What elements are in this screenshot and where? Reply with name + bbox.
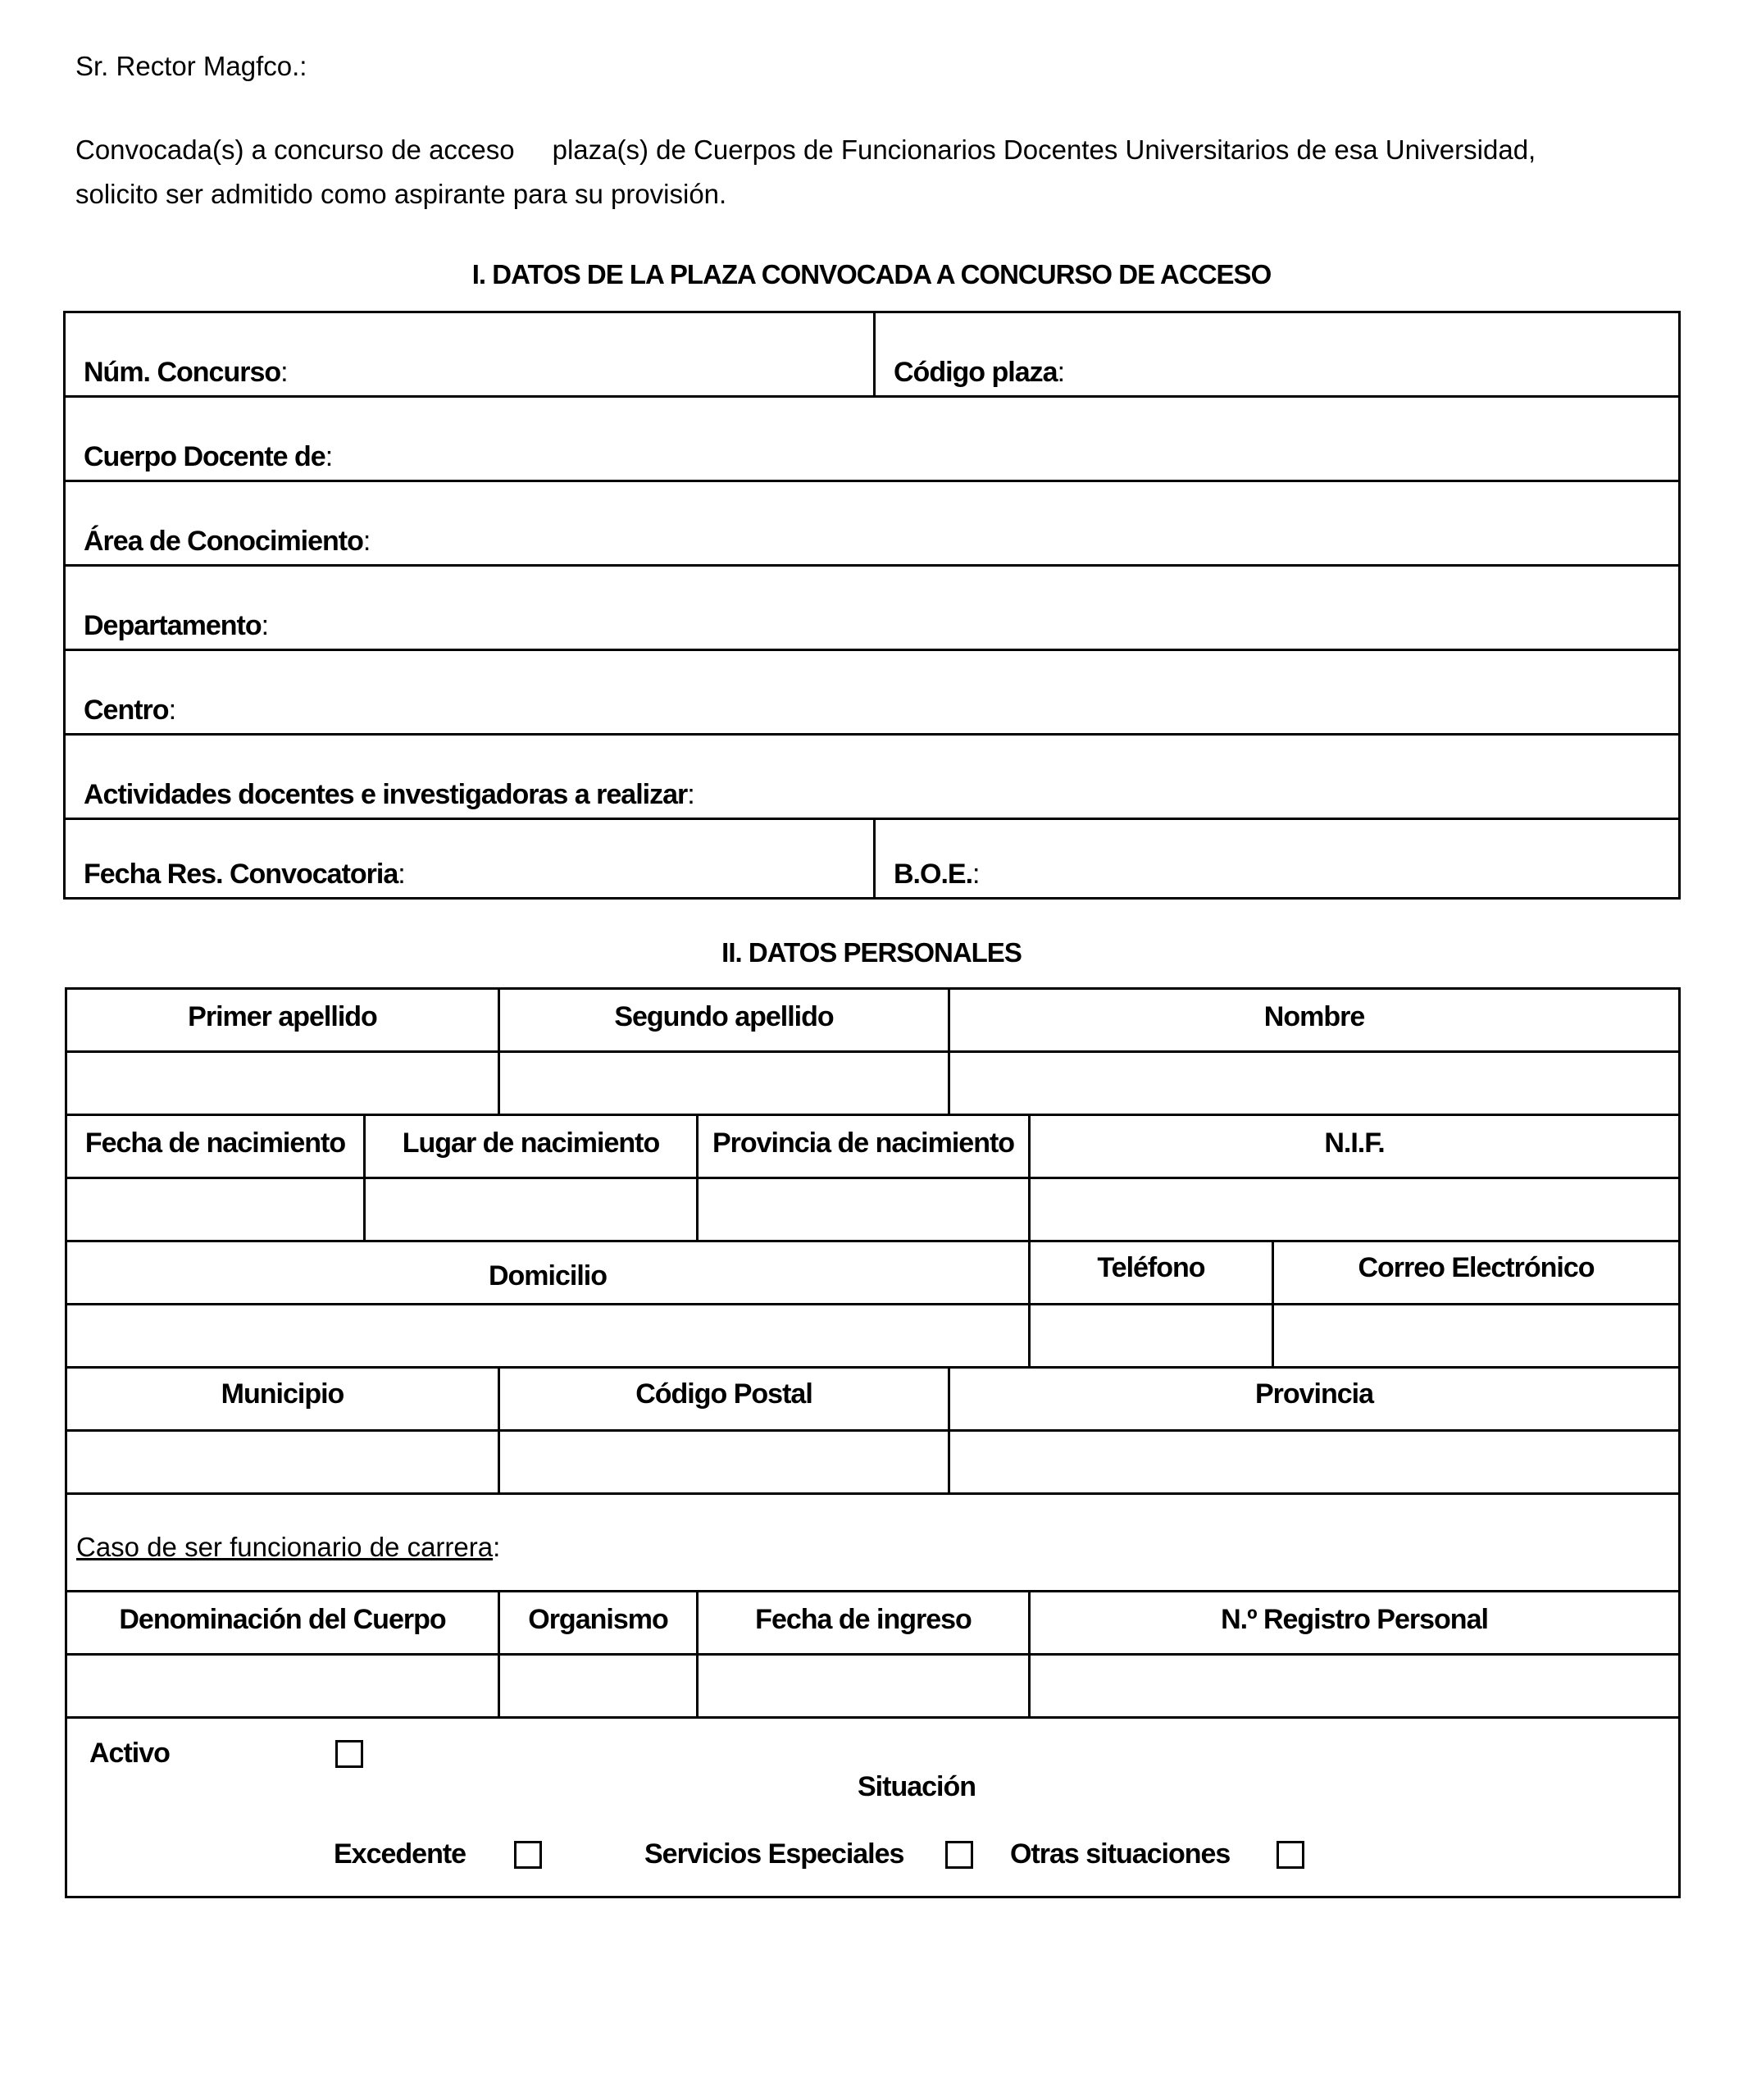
field-area[interactable]: Área de Conocimiento: xyxy=(66,482,1678,567)
row-fecha xyxy=(66,820,1678,897)
header-nombre: Nombre xyxy=(1263,1001,1365,1032)
section2-title: II. DATOS PERSONALES xyxy=(721,937,1022,968)
field-cuerpo-docente[interactable]: Cuerpo Docente de: xyxy=(66,398,1678,482)
label-fecha-res: Fecha Res. Convocatoria xyxy=(84,859,398,890)
header-registro: N.º Registro Personal xyxy=(1221,1604,1488,1635)
label-excedente: Excedente xyxy=(334,1838,466,1870)
header-provincia: Provincia xyxy=(1254,1378,1374,1410)
input-segundo-apellido[interactable] xyxy=(500,1053,948,1114)
intro-paragraph xyxy=(75,128,1668,216)
checkbox-activo[interactable] xyxy=(335,1740,363,1768)
label-otras-situaciones: Otras situaciones xyxy=(1010,1838,1231,1870)
header-codigo-postal: Código Postal xyxy=(635,1378,812,1410)
input-registro[interactable] xyxy=(1031,1656,1678,1716)
header-correo: Correo Electrónico xyxy=(1358,1252,1595,1283)
intro-part1: Convocada(s) a concurso de acceso xyxy=(75,134,515,165)
input-correo[interactable] xyxy=(1274,1305,1678,1366)
input-nombre[interactable] xyxy=(950,1053,1678,1114)
header-fecha-nacimiento: Fecha de nacimiento xyxy=(84,1127,346,1159)
section2-table xyxy=(65,987,1681,1898)
input-fecha-nacimiento[interactable] xyxy=(67,1179,363,1240)
label-num-concurso: Núm. Concurso xyxy=(84,357,281,388)
row-concurso xyxy=(66,313,1678,398)
section1-table xyxy=(63,311,1681,900)
field-num-concurso[interactable]: Núm. Concurso: xyxy=(84,357,288,388)
header-telefono: Teléfono xyxy=(1097,1252,1205,1283)
input-organismo[interactable] xyxy=(500,1656,696,1716)
checkbox-otras-situaciones[interactable] xyxy=(1277,1841,1304,1869)
input-provincia-nacimiento[interactable] xyxy=(699,1179,1028,1240)
label-codigo-plaza: Código plaza xyxy=(894,357,1058,388)
field-departamento[interactable]: Departamento: xyxy=(66,567,1678,651)
label-situacion: Situación xyxy=(858,1771,976,1802)
header-municipio: Municipio xyxy=(221,1378,344,1410)
greeting: Sr. Rector Magfco.: xyxy=(75,51,307,81)
field-actividades[interactable]: Actividades docentes e investigadoras a realizar: xyxy=(66,736,1678,820)
input-lugar-nacimiento[interactable] xyxy=(366,1179,696,1240)
label-centro: Centro xyxy=(84,695,169,726)
checkbox-excedente[interactable] xyxy=(514,1841,542,1869)
header-domicilio: Domicilio xyxy=(488,1260,608,1291)
field-centro[interactable]: Centro: xyxy=(66,651,1678,736)
intro-part2: plaza(s) de Cuerpos de Funcionarios Docentes Universitarios de esa Universidad, xyxy=(552,134,1536,165)
checkbox-servicios-especiales[interactable] xyxy=(945,1841,973,1869)
input-primer-apellido[interactable] xyxy=(67,1053,498,1114)
field-fecha-res[interactable]: Fecha Res. Convocatoria: xyxy=(84,859,405,890)
input-nif[interactable] xyxy=(1031,1179,1678,1240)
field-codigo-plaza[interactable]: Código plaza: xyxy=(894,357,1065,388)
label-departamento: Departamento xyxy=(84,610,262,641)
header-primer-apellido: Primer apellido xyxy=(188,1001,377,1032)
input-denominacion[interactable] xyxy=(67,1656,498,1716)
label-cuerpo-docente: Cuerpo Docente de xyxy=(84,441,325,472)
input-provincia[interactable] xyxy=(950,1432,1678,1492)
input-telefono[interactable] xyxy=(1031,1305,1272,1366)
header-segundo-apellido: Segundo apellido xyxy=(614,1001,834,1032)
label-servicios-especiales: Servicios Especiales xyxy=(644,1838,904,1870)
header-nif: N.I.F. xyxy=(1324,1127,1385,1159)
input-fecha-ingreso[interactable] xyxy=(699,1656,1028,1716)
header-fecha-ingreso: Fecha de ingreso xyxy=(755,1604,972,1635)
label-boe: B.O.E. xyxy=(894,859,973,890)
section1-title: I. DATOS DE LA PLAZA CONVOCADA A CONCURSO DE ACCESO xyxy=(471,259,1272,289)
label-activo: Activo xyxy=(89,1738,170,1769)
label-actividades: Actividades docentes e investigadoras a realizar xyxy=(84,779,688,810)
header-organismo: Organismo xyxy=(528,1604,668,1635)
input-domicilio[interactable] xyxy=(67,1305,1028,1366)
label-area: Área de Conocimiento xyxy=(84,526,363,557)
header-provincia-nacimiento: Provincia de nacimiento xyxy=(712,1127,1015,1159)
input-municipio[interactable] xyxy=(67,1432,498,1492)
header-denominacion: Denominación del Cuerpo xyxy=(119,1604,446,1635)
field-boe[interactable]: B.O.E.: xyxy=(894,859,980,890)
header-lugar-nacimiento: Lugar de nacimiento xyxy=(402,1127,660,1159)
caso-funcionario-note: Caso de ser funcionario de carrera: xyxy=(76,1532,501,1562)
input-codigo-postal[interactable] xyxy=(500,1432,948,1492)
intro-line2: solicito ser admitido como aspirante para su provisión. xyxy=(75,179,727,209)
